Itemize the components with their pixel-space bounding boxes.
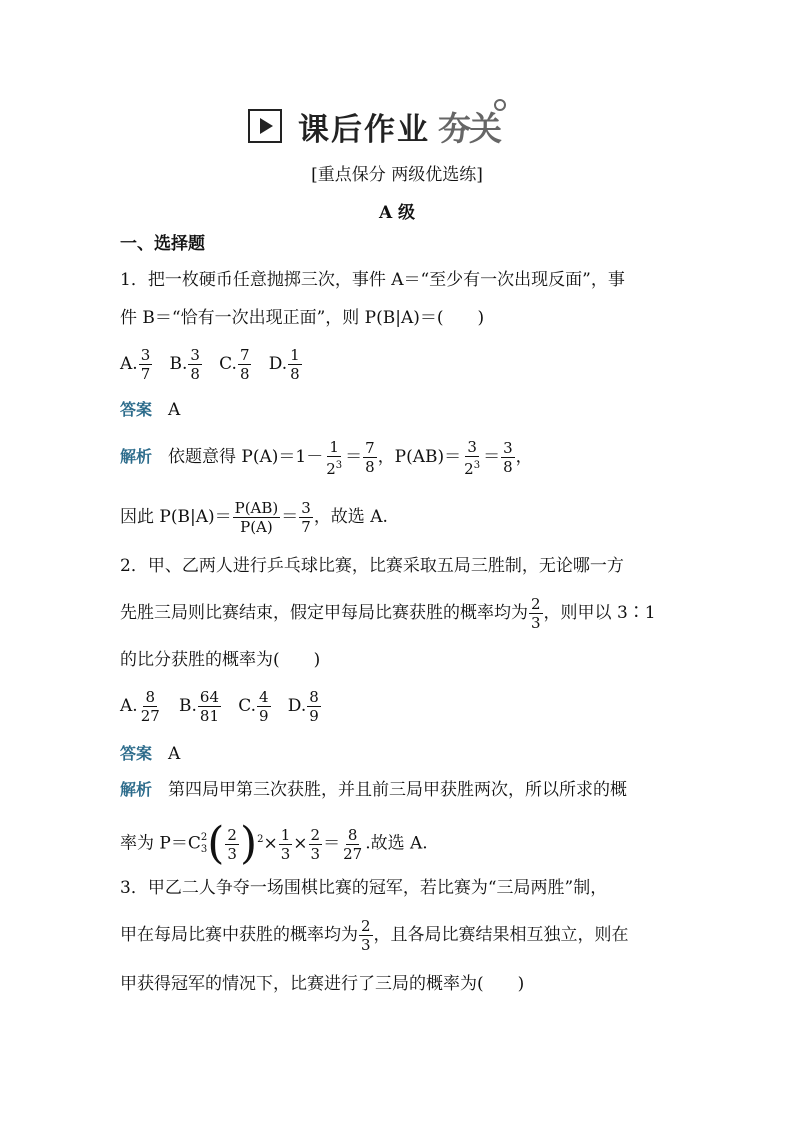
q1-option-b: B. $\frac{3}{8}$: [169, 346, 200, 383]
q3-line1: 3．甲乙二人争夺一场围棋比赛的冠军，若比赛为“三局两胜”制，: [120, 878, 608, 898]
q1-line1: 1．把一枚硬币任意抛掷三次，事件 A＝“至少有一次出现反面”，事: [120, 270, 625, 290]
analysis-label: 解析: [120, 447, 153, 466]
q2-option-b: B. $\frac{64}{81}$: [179, 688, 219, 725]
q2-options: [120, 686, 322, 726]
q1-analysis-line2: 因此 P(B|A)＝ $\frac{P(AB)}{P(A)}$ ＝ $\frac{3}{7}$ ，故选 A.: [120, 499, 388, 536]
q1-option-a: A. $\frac{3}{7}$: [120, 346, 151, 383]
q3-line2: 甲在每局比赛中获胜的概率均为 $\frac{2}{3}$ ，且各局比赛结果相互独立，则在: [120, 917, 629, 954]
q2-line1: 2．甲、乙两人进行乒乓球比赛，比赛采取五局三胜制，无论哪一方: [120, 556, 624, 576]
subtitle: [重点保分 两级优选练]: [311, 165, 483, 185]
answer-label: 答案: [120, 744, 153, 763]
q2-line2: 先胜三局则比赛结束，假定甲每局比赛获胜的概率均为 $\frac{2}{3}$ ，则甲以 3∶1: [120, 595, 656, 632]
q3-line3: 甲获得冠军的情况下，比赛进行了三局的概率为( ): [120, 974, 525, 994]
q1-line2: 件 B＝“恰有一次出现正面”，则 P(B|A)＝( ): [120, 308, 485, 328]
q1-answer: 答案 A: [120, 400, 181, 420]
header-title: 课后作业: [298, 111, 430, 148]
play-icon: [248, 109, 282, 143]
q1-option-d: D. $\frac{1}{8}$: [268, 346, 300, 383]
q2-analysis-line1: 解析 第四局甲第三次获胜，并且前三局甲获胜两次，所以所求的概: [120, 780, 628, 800]
q2-option-a: A. $\frac{8}{27}$: [120, 688, 160, 725]
answer-label: 答案: [120, 400, 153, 419]
section-heading: 一、选择题: [120, 234, 205, 254]
q1-options: [120, 344, 303, 384]
q2-option-d: D. $\frac{8}{9}$: [287, 688, 319, 725]
q1-option-c: C. $\frac{7}{8}$: [219, 346, 250, 383]
section-header: [248, 104, 500, 148]
q2-line3: 的比分获胜的概率为( ): [120, 650, 321, 670]
level-heading: A 级: [378, 203, 416, 223]
brand-logo: 夯关: [438, 103, 500, 150]
analysis-label: 解析: [120, 780, 153, 799]
q2-option-c: C. $\frac{4}{9}$: [238, 688, 269, 725]
q1-analysis-line1: 解析 依题意得 P(A)＝1－ $\frac{1}{2^3}$ ＝ $\frac{7}{8}$ ，P(AB)＝ $\frac{3}{2^3}$ ＝ $\frac{3}{8}$ ，: [120, 437, 533, 478]
q2-answer: 答案 A: [120, 744, 181, 764]
q2-analysis-line2: 率为 P＝C 2 3 ( $\frac{2}{3}$ )$^2$× $\frac{1}{3}$ × $\frac{2}{3}$ ＝ $\frac{8}{27}$ .故选 A.: [120, 818, 428, 870]
